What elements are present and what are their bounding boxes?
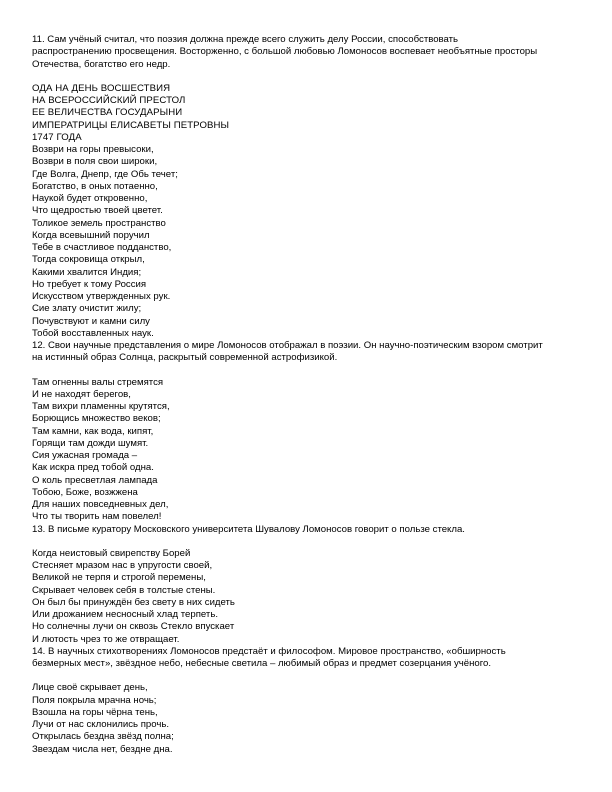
verse-line: Когда неистовый свирепству Борей (32, 547, 191, 559)
verse-line: Но солнечны лучи он сквозь Стекло впускает (32, 621, 235, 633)
paragraph-14 (32, 646, 584, 671)
verse-line: Что щедростью твоей цветет. (32, 205, 163, 217)
verse-line: Там камни, как вода, кипят, (32, 425, 154, 437)
document-page (32, 34, 584, 756)
verse-line: Что ты творить нам повелел! (32, 511, 162, 523)
text-line: 12. Свои научные представления о мире Ломоносов отображал в поэзии. Он научно-поэтическим взором смотрит (32, 340, 543, 351)
verse-line: Искусством утвержденных рук. (32, 291, 171, 302)
poem-night (32, 682, 584, 756)
verse-line: Там вихри пламенны крутятся, (32, 401, 170, 412)
verse-line: Наукой будет откровенно, (32, 193, 148, 204)
poem-ode (32, 144, 584, 340)
title-line: ИМПЕРАТРИЦЫ ЕЛИСАВЕТЫ ПЕТРОВНЫ (32, 119, 230, 131)
verse-line: Для наших повседневных дел, (32, 499, 169, 510)
verse-line: Взошла на горы чёрна тень, (32, 706, 158, 718)
verse-line: Тобою, Боже, возжжена (32, 486, 138, 498)
verse-line: Какими хвалится Индия; (32, 266, 142, 278)
verse-line: И лютость чрез то же отвращает. (32, 633, 180, 645)
verse-line: И не находят берегов, (32, 388, 131, 400)
verse-line: Борющись множество веков; (32, 413, 161, 425)
verse-line: Возври на горы превысоки, (32, 144, 154, 155)
verse-line: Открылась бездна звёзд полна; (32, 731, 174, 743)
verse-line: Тебе в счастливое подданство, (32, 242, 172, 253)
poem-sun (32, 377, 584, 524)
verse-line: Почувствуют и камни силу (32, 315, 150, 327)
text-line: распространению просвещения. Восторженно, с большой любовью Ломоносов воспевает необъятные просторы (32, 46, 538, 58)
verse-line: Тобой восставленных наук. (32, 327, 154, 339)
text-line: 11. Сам учёный считал, что поэзия должна прежде всего служить делу России, способствовать (32, 34, 459, 45)
verse-line: Лучи от нас склонились прочь. (32, 719, 170, 730)
spacer (32, 365, 584, 377)
verse-line: Где Волга, Днепр, где Обь течет; (32, 168, 178, 180)
ode-title (32, 83, 584, 144)
verse-line: Он был бы принуждён без свету в них сидеть (32, 596, 235, 608)
verse-line: Богатство, в оных потаенно, (32, 180, 158, 192)
title-line: 1747 ГОДА (32, 131, 82, 143)
verse-line: Но требует к тому Россия (32, 278, 147, 290)
verse-line: Стесняет мразом нас в упругости своей, (32, 560, 213, 571)
text-line: на истинный образ Солнца, раскрытый современной астрофизикой. (32, 352, 338, 364)
verse-line: Толикое земель пространство (32, 217, 166, 229)
verse-line: Как искра пред тобой одна. (32, 462, 154, 474)
verse-line: Лице своё скрывает день, (32, 682, 148, 694)
text-line: Отечества, богатство его недр. (32, 58, 171, 70)
verse-line: Сия ужасная громада – (32, 450, 138, 461)
verse-line: Поля покрыла мрачна ночь; (32, 694, 157, 706)
verse-line: Горящи там дожди шумят. (32, 437, 149, 449)
title-line: ОДА НА ДЕНЬ ВОСШЕСТВИЯ (32, 82, 171, 94)
title-line: ЕЕ ВЕЛИЧЕСТВА ГОСУДАРЫНИ (32, 107, 183, 119)
spacer (32, 71, 584, 83)
text-line: 13. В письме куратору Московского университета Шувалову Ломоносов говорит о пользе стекла. (32, 523, 465, 535)
poem-glass (32, 548, 584, 646)
paragraph-11 (32, 34, 584, 71)
spacer (32, 536, 584, 548)
text-line: безмерных мест», звёздное небо, небесные светила – любимый образ и предмет созерцания учёного. (32, 658, 492, 669)
verse-line: Тогда сокровища открыл, (32, 254, 145, 266)
verse-line: Или дрожанием несносный хлад терпеть. (32, 609, 218, 620)
verse-line: Великой не терпя и строгой перемены, (32, 572, 206, 584)
verse-line: Возври в поля свои широки, (32, 156, 158, 168)
verse-line: Сие злату очистит жилу; (32, 303, 142, 315)
spacer (32, 670, 584, 682)
verse-line: Там огненны валы стремятся (32, 376, 164, 388)
paragraph-12 (32, 340, 584, 365)
title-line: НА ВСЕРОССИЙСКИЙ ПРЕСТОЛ (32, 95, 186, 106)
paragraph-13 (32, 524, 584, 536)
verse-line: Когда всевышний поручил (32, 229, 150, 241)
text-line: 14. В научных стихотворениях Ломоносов предстаёт и философом. Мировое пространство, «обширность (32, 645, 506, 657)
verse-line: О коль пресветлая лампада (32, 474, 158, 486)
verse-line: Звездам числа нет, бездне дна. (32, 743, 173, 755)
verse-line: Скрывает человек себя в толстые стены. (32, 584, 216, 596)
